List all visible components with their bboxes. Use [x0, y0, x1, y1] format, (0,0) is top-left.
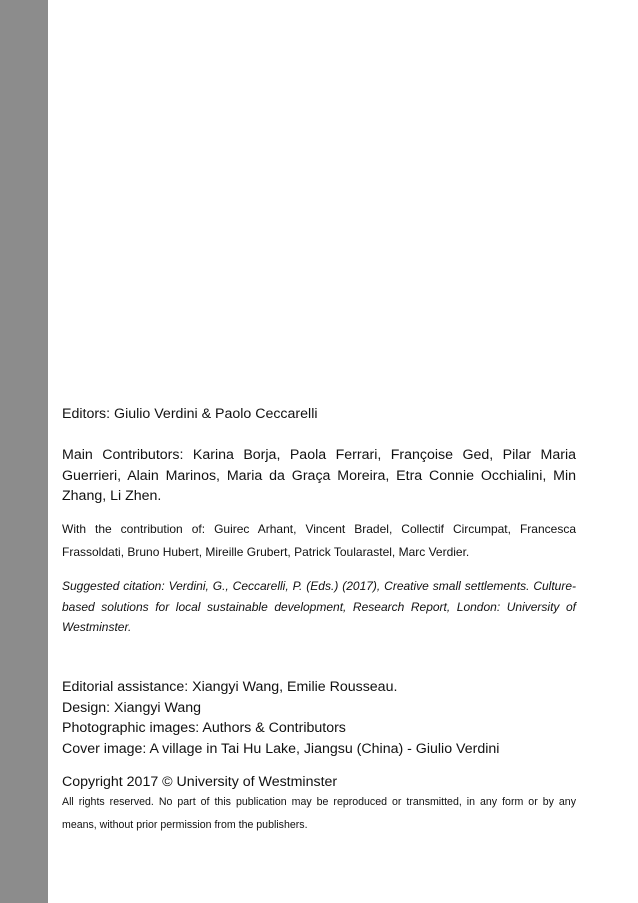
design-line: Design: Xiangyi Wang	[62, 699, 202, 716]
contribution-paragraph: With the contribution of: Guirec Arhant, Vincent Bradel, Collectif Circumpat, Francesca Frassoldati, Bruno Hubert, Mireille Grubert, Patrick Toularastel, Marc Verdier.	[62, 522, 576, 559]
photographic-images-line: Photographic images: Authors & Contributors	[62, 720, 346, 736]
left-margin-bar	[0, 0, 48, 903]
copyright-line: Copyright 2017 © University of Westminster	[62, 774, 338, 790]
editors-line: Editors: Giulio Verdini & Paolo Ceccarelli	[62, 406, 318, 422]
cover-image-line: Cover image: A village in Tai Hu Lake, Jiangsu (China) - Giulio Verdini	[62, 740, 500, 757]
rights-notice: All rights reserved. No part of this publication may be reproduced or transmitted, in any form or by any means, without prior permission from the publishers.	[62, 796, 576, 831]
suggested-citation: Suggested citation: Verdini, G., Ceccarelli, P. (Eds.) (2017), Creative small settlements. Culture-based solutions for local sustainable development, Research Report, London: University of Westminster.	[62, 579, 576, 634]
editorial-assistance-line: Editorial assistance: Xiangyi Wang, Emilie Rousseau.	[62, 679, 398, 695]
production-credits	[62, 677, 576, 759]
main-contributors-paragraph: Main Contributors: Karina Borja, Paola Ferrari, Françoise Ged, Pilar Maria Guerrieri, Alain Marinos, Maria da Graça Moreira, Etra Connie Occhialini, Min Zhang, Li Zhen.	[62, 447, 576, 504]
